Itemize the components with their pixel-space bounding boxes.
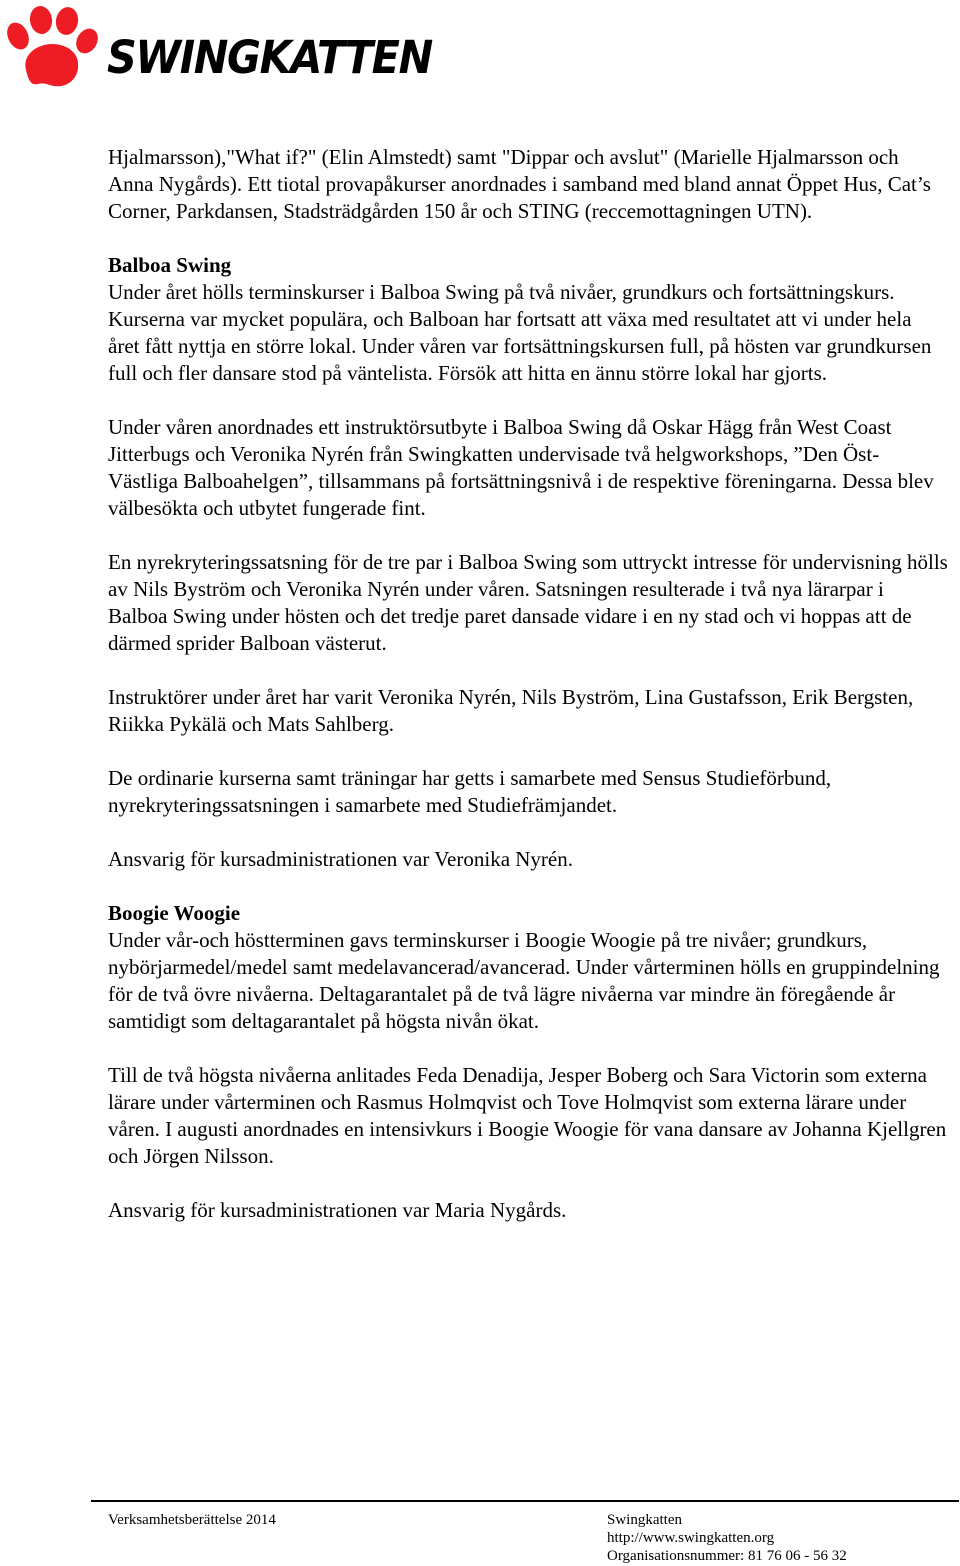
boogie-paragraph-2: Till de två högsta nivåerna anlitades Feda Denadija, Jesper Boberg och Sara Victorin som externa lärare under vårterminen och Rasmus Holmqvist och Tove Holmqvist som externa lärare under våren. I augusti anordnades en intensivkurs i Boogie Woogie för vana dansare av Johanna Kjellgren och Jörgen Nilsson. xyxy=(108,1063,947,1168)
logo-wordmark: SWINGKATTEN xyxy=(107,31,432,84)
boogie-paragraph-1: Under vår-och höstterminen gavs terminskurser i Boogie Woogie på tre nivåer; grundkurs, nybörjarmedel/medel samt medelavancerad/avancerad. Under vårterminen hölls en gruppindelning för de två övre nivåerna. Deltagarantalet på de två lägre nivåerna var mindre än föregående år samtidigt som deltagarantalet på högsta nivån ökat. xyxy=(108,928,940,1033)
balboa-paragraph-6: Ansvarig för kursadministrationen var Veronika Nyrén. xyxy=(108,847,573,871)
footer-website-link[interactable]: http://www.swingkatten.org xyxy=(607,1530,775,1546)
footer-org-info xyxy=(607,1511,847,1565)
balboa-paragraph-1: Under året hölls terminskurser i Balboa Swing på två nivåer, grundkurs och fortsättningskurs. Kurserna var mycket populära, och Balboan har fortsatt att växa med resultatet att vi under hela året fått nyttja en större lokal. Under våren var fortsättningskursen full, på hösten var grundkursen full och fler dansare stod på väntelista. Försök att hitta en ännu större lokal har gjorts. xyxy=(108,280,932,385)
paw-icon xyxy=(4,6,100,90)
balboa-paragraph-5: De ordinarie kurserna samt träningar har getts i samarbete med Sensus Studieförbund, nyrekryteringssatsningen i samarbete med Studiefrämjandet. xyxy=(108,766,832,817)
boogie-heading: Boogie Woogie xyxy=(108,901,241,925)
balboa-paragraph-2: Under våren anordnades ett instruktörsutbyte i Balboa Swing då Oskar Hägg från West Coast Jitterbugs och Veronika Nyrén från Swingkatten undervisade två helgworkshops, ”Den Öst-Västliga Balboahelgen”, tillsammans på fortsättningsnivå i de respektive föreningarna. Dessa blev välbesökta och utbytet fungerade fint. xyxy=(108,415,934,520)
intro-paragraph: Hjalmarsson),"What if?" (Elin Almstedt) samt "Dippar och avslut" (Marielle Hjalmarsson och Anna Nygårds). Ett tiotal provapåkurser anordnades i samband med bland annat Öppet Hus, Cat’s Corner, Parkdansen, Stadsträdgården 150 år och STING (reccemottagningen UTN). xyxy=(108,145,931,223)
boogie-paragraph-3: Ansvarig för kursadministrationen var Maria Nygårds. xyxy=(108,1198,567,1222)
footer-org-number: Organisationsnummer: 81 76 06 - 56 32 xyxy=(607,1548,847,1564)
balboa-paragraph-4: Instruktörer under året har varit Veronika Nyrén, Nils Byström, Lina Gustafsson, Erik Bergsten, Riikka Pykälä och Mats Sahlberg. xyxy=(108,685,914,736)
balboa-paragraph-3: En nyrekryteringssatsning för de tre par i Balboa Swing som uttryckt intresse för undervisning hölls av Nils Byström och Veronika Nyrén under våren. Satsningen resulterade i två nya lärarpar i Balboa Swing under hösten och det tredje paret dansade vidare i en ny stad och vi hoppas att de därmed sprider Balboan västerut. xyxy=(108,550,948,655)
footer-divider xyxy=(91,1500,959,1502)
footer-report-title: Verksamhetsberättelse 2014 xyxy=(108,1512,276,1528)
balboa-heading: Balboa Swing xyxy=(108,253,232,277)
document-body xyxy=(108,144,948,1251)
footer-org-name: Swingkatten xyxy=(607,1512,682,1528)
swingkatten-logo xyxy=(4,6,432,96)
